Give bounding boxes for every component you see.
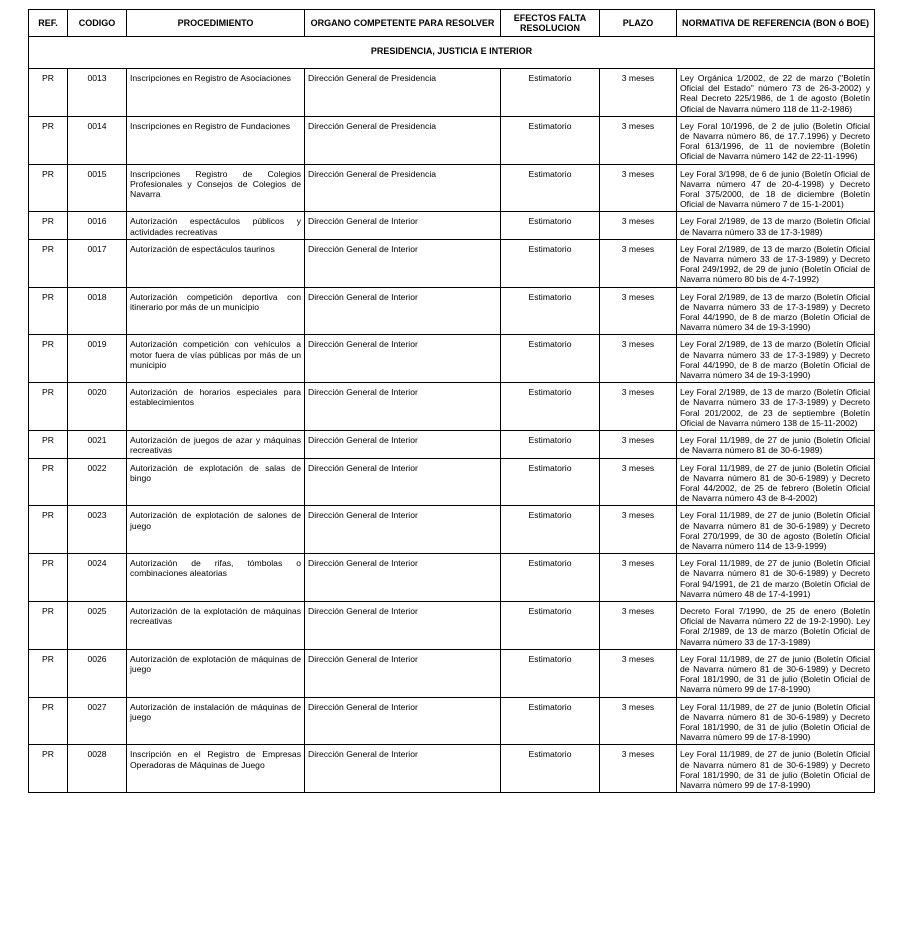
table-row (29, 506, 875, 554)
cell-codigo: 0015 (68, 164, 127, 212)
cell-codigo: 0014 (68, 116, 127, 164)
cell-procedimiento: Autorización de espectáculos taurinos (127, 239, 305, 287)
cell-plazo: 3 meses (600, 212, 677, 239)
cell-efectos: Estimatorio (501, 383, 600, 431)
cell-ref: PR (29, 335, 68, 383)
table-row (29, 458, 875, 506)
cell-codigo: 0017 (68, 239, 127, 287)
header-ref: REF. (29, 10, 68, 37)
cell-normativa: Ley Orgánica 1/2002, de 22 de marzo ("Boletín Oficial del Estado" número 73 de 26-3-2002) y Real Decreto 225/1986, de 1 de agosto (Boletín Oficial de Navarra número 118 de 11-2-1986) (677, 69, 875, 117)
cell-normativa: Ley Foral 2/1989, de 13 de marzo (Boletín Oficial de Navarra número 33 de 17-3-1989) y Decreto Foral 249/1992, de 29 de junio (Boletín Oficial de Navarra número 80 bis de 4-7-1992) (677, 239, 875, 287)
table-row (29, 554, 875, 602)
cell-normativa: Ley Foral 11/1989, de 27 de junio (Boletín Oficial de Navarra número 81 de 30-6-1989) y Decreto Foral 270/1999, de 30 de agosto (Boletín Oficial de Navarra número 114 de 13-9-1999) (677, 506, 875, 554)
cell-plazo: 3 meses (600, 697, 677, 745)
cell-ref: PR (29, 601, 68, 649)
cell-codigo: 0024 (68, 554, 127, 602)
cell-procedimiento: Autorización de explotación de salas de bingo (127, 458, 305, 506)
cell-efectos: Estimatorio (501, 431, 600, 458)
cell-ref: PR (29, 287, 68, 335)
cell-ref: PR (29, 697, 68, 745)
cell-efectos: Estimatorio (501, 239, 600, 287)
cell-efectos: Estimatorio (501, 335, 600, 383)
cell-codigo: 0022 (68, 458, 127, 506)
cell-normativa: Ley Foral 11/1989, de 27 de junio (Boletín Oficial de Navarra número 81 de 30-6-1989) y Decreto Foral 44/2002, de 25 de febrero (Boletín Oficial de Navarra número 43 de 8-4-2002) (677, 458, 875, 506)
cell-ref: PR (29, 69, 68, 117)
table-row (29, 697, 875, 745)
table-row (29, 745, 875, 793)
cell-plazo: 3 meses (600, 554, 677, 602)
cell-efectos: Estimatorio (501, 745, 600, 793)
cell-ref: PR (29, 649, 68, 697)
cell-organo: Dirección General de Presidencia (305, 164, 501, 212)
header-codigo: CODIGO (68, 10, 127, 37)
cell-efectos: Estimatorio (501, 506, 600, 554)
cell-organo: Dirección General de Interior (305, 554, 501, 602)
cell-plazo: 3 meses (600, 164, 677, 212)
cell-organo: Dirección General de Interior (305, 506, 501, 554)
cell-organo: Dirección General de Interior (305, 383, 501, 431)
table-row (29, 287, 875, 335)
cell-organo: Dirección General de Interior (305, 212, 501, 239)
cell-codigo: 0016 (68, 212, 127, 239)
cell-procedimiento: Inscripciones en Registro de Fundaciones (127, 116, 305, 164)
cell-plazo: 3 meses (600, 287, 677, 335)
header-procedimiento: PROCEDIMIENTO (127, 10, 305, 37)
cell-efectos: Estimatorio (501, 212, 600, 239)
cell-organo: Dirección General de Interior (305, 745, 501, 793)
cell-procedimiento: Inscripciones en Registro de Asociaciones (127, 69, 305, 117)
cell-plazo: 3 meses (600, 745, 677, 793)
table-body (29, 37, 875, 793)
cell-procedimiento: Autorización espectáculos públicos y actividades recreativas (127, 212, 305, 239)
cell-procedimiento: Autorización de la explotación de máquinas recreativas (127, 601, 305, 649)
cell-procedimiento: Autorización de explotación de salones de juego (127, 506, 305, 554)
table-row (29, 431, 875, 458)
cell-efectos: Estimatorio (501, 697, 600, 745)
cell-organo: Dirección General de Presidencia (305, 69, 501, 117)
cell-efectos: Estimatorio (501, 164, 600, 212)
cell-plazo: 3 meses (600, 601, 677, 649)
cell-procedimiento: Autorización de juegos de azar y máquinas recreativas (127, 431, 305, 458)
cell-efectos: Estimatorio (501, 458, 600, 506)
cell-codigo: 0019 (68, 335, 127, 383)
cell-ref: PR (29, 212, 68, 239)
cell-ref: PR (29, 554, 68, 602)
cell-ref: PR (29, 164, 68, 212)
table-row (29, 383, 875, 431)
cell-procedimiento: Autorización competición con vehículos a motor fuera de vías públicas por más de un municipio (127, 335, 305, 383)
cell-procedimiento: Autorización de explotación de máquinas de juego (127, 649, 305, 697)
cell-normativa: Ley Foral 11/1989, de 27 de junio (Boletín Oficial de Navarra número 81 de 30-6-1989) y Decreto Foral 181/1990, de 31 de julio (Boletín Oficial de Navarra número 99 de 17-8-1990) (677, 745, 875, 793)
cell-codigo: 0013 (68, 69, 127, 117)
cell-organo: Dirección General de Presidencia (305, 116, 501, 164)
cell-organo: Dirección General de Interior (305, 287, 501, 335)
cell-normativa: Ley Foral 10/1996, de 2 de julio (Boletín Oficial de Navarra número 86, de 17.7.1996) y Decreto Foral 613/1996, de 11 de noviembre (Boletín Oficial de Navarra número 142 de 22-11-1996) (677, 116, 875, 164)
cell-procedimiento: Autorización de rifas, tómbolas o combinaciones aleatorias (127, 554, 305, 602)
cell-ref: PR (29, 745, 68, 793)
cell-plazo: 3 meses (600, 458, 677, 506)
cell-codigo: 0026 (68, 649, 127, 697)
header-normativa: NORMATIVA DE REFERENCIA (BON ó BOE) (677, 10, 875, 37)
cell-normativa: Ley Foral 11/1989, de 27 de junio (Boletín Oficial de Navarra número 81 de 30-6-1989) y Decreto Foral 94/1991, de 21 de marzo (Boletín Oficial de Navarra número 48 de 17-4-1991) (677, 554, 875, 602)
cell-organo: Dirección General de Interior (305, 601, 501, 649)
cell-organo: Dirección General de Interior (305, 649, 501, 697)
header-efectos: EFECTOS FALTA RESOLUCION (501, 10, 600, 37)
cell-procedimiento: Inscripción en el Registro de Empresas Operadoras de Máquinas de Juego (127, 745, 305, 793)
cell-efectos: Estimatorio (501, 287, 600, 335)
cell-ref: PR (29, 506, 68, 554)
cell-normativa: Ley Foral 2/1989, de 13 de marzo (Boletín Oficial de Navarra número 33 de 17-3-1989) (677, 212, 875, 239)
cell-codigo: 0023 (68, 506, 127, 554)
cell-normativa: Ley Foral 11/1989, de 27 de junio (Boletín Oficial de Navarra número 81 de 30-6-1989) y Decreto Foral 181/1990, de 31 de julio (Boletín Oficial de Navarra número 99 de 17-8-1990) (677, 697, 875, 745)
cell-codigo: 0020 (68, 383, 127, 431)
cell-organo: Dirección General de Interior (305, 431, 501, 458)
cell-organo: Dirección General de Interior (305, 697, 501, 745)
cell-plazo: 3 meses (600, 335, 677, 383)
table-row (29, 335, 875, 383)
cell-efectos: Estimatorio (501, 69, 600, 117)
cell-efectos: Estimatorio (501, 554, 600, 602)
section-title: PRESIDENCIA, JUSTICIA E INTERIOR (29, 37, 875, 69)
cell-normativa: Ley Foral 2/1989, de 13 de marzo (Boletín Oficial de Navarra número 33 de 17-3-1989) y Decreto Foral 44/1990, de 8 de marzo (Boletín Oficial de Navarra número 34 de 19-3-1990) (677, 287, 875, 335)
section-row (29, 37, 875, 69)
cell-codigo: 0021 (68, 431, 127, 458)
cell-efectos: Estimatorio (501, 649, 600, 697)
cell-normativa: Ley Foral 2/1989, de 13 de marzo (Boletín Oficial de Navarra número 33 de 17-3-1989) y Decreto Foral 44/1990, de 8 de marzo (Boletín Oficial de Navarra número 34 de 19-3-1990) (677, 335, 875, 383)
table-row (29, 239, 875, 287)
header-organo: ORGANO COMPETENTE PARA RESOLVER (305, 10, 501, 37)
table-row (29, 116, 875, 164)
header-plazo: PLAZO (600, 10, 677, 37)
table-header (29, 10, 875, 37)
cell-codigo: 0027 (68, 697, 127, 745)
table-row (29, 164, 875, 212)
table-row (29, 601, 875, 649)
cell-plazo: 3 meses (600, 431, 677, 458)
cell-procedimiento: Inscripciones Registro de Colegios Profesionales y Consejos de Colegios de Navarra (127, 164, 305, 212)
cell-efectos: Estimatorio (501, 601, 600, 649)
cell-ref: PR (29, 116, 68, 164)
cell-procedimiento: Autorización competición deportiva con itinerario por más de un municipio (127, 287, 305, 335)
table-row (29, 212, 875, 239)
cell-plazo: 3 meses (600, 69, 677, 117)
cell-normativa: Ley Foral 11/1989, de 27 de junio (Boletín Oficial de Navarra número 81 de 30-6-1989) y Decreto Foral 181/1990, de 31 de julio (Boletín Oficial de Navarra número 99 de 17-8-1990) (677, 649, 875, 697)
cell-codigo: 0025 (68, 601, 127, 649)
cell-normativa: Decreto Foral 7/1990, de 25 de enero (Boletín Oficial de Navarra número 22 de 19-2-1990). Ley Foral 2/1989, de 13 de marzo (Boletín Oficial de Navarra número 33 de 17-3-1989) (677, 601, 875, 649)
procedures-table (28, 9, 875, 793)
cell-efectos: Estimatorio (501, 116, 600, 164)
cell-procedimiento: Autorización de instalación de máquinas de juego (127, 697, 305, 745)
cell-procedimiento: Autorización de horarios especiales para establecimientos (127, 383, 305, 431)
cell-codigo: 0028 (68, 745, 127, 793)
cell-organo: Dirección General de Interior (305, 239, 501, 287)
cell-plazo: 3 meses (600, 239, 677, 287)
cell-ref: PR (29, 431, 68, 458)
cell-plazo: 3 meses (600, 506, 677, 554)
cell-organo: Dirección General de Interior (305, 335, 501, 383)
cell-normativa: Ley Foral 3/1998, de 6 de junio (Boletín Oficial de Navarra número 47 de 20-4-1998) y Decreto Foral 375/2000, de 18 de diciembre (Boletín Oficial de Navarra número 7 de 15-1-2001) (677, 164, 875, 212)
cell-normativa: Ley Foral 2/1989, de 13 de marzo (Boletín Oficial de Navarra número 33 de 17-3-1989) y Decreto Foral 201/2002, de 23 de septiembre (Boletín Oficial de Navarra número 138 de 15-11-2002) (677, 383, 875, 431)
cell-plazo: 3 meses (600, 383, 677, 431)
table-row (29, 649, 875, 697)
cell-ref: PR (29, 383, 68, 431)
document-page (28, 9, 874, 793)
cell-plazo: 3 meses (600, 649, 677, 697)
cell-normativa: Ley Foral 11/1989, de 27 de junio (Boletín Oficial de Navarra número 81 de 30-6-1989) (677, 431, 875, 458)
cell-ref: PR (29, 458, 68, 506)
cell-organo: Dirección General de Interior (305, 458, 501, 506)
cell-codigo: 0018 (68, 287, 127, 335)
cell-plazo: 3 meses (600, 116, 677, 164)
table-row (29, 69, 875, 117)
cell-ref: PR (29, 239, 68, 287)
